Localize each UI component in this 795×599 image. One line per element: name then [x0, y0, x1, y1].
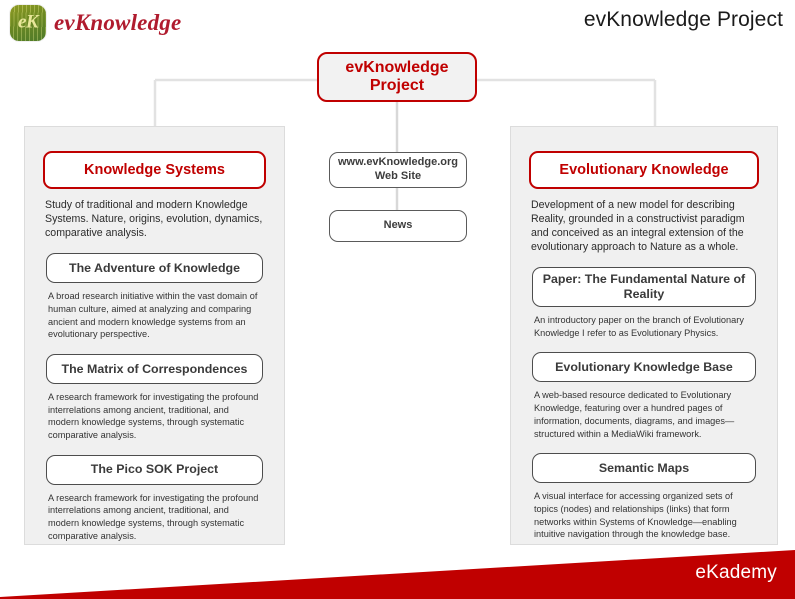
node-website[interactable]	[329, 152, 467, 188]
list-item	[525, 453, 763, 541]
footer-wedge-shape	[0, 540, 795, 599]
knowledge-systems-description: Study of traditional and modern Knowledge Systems. Nature, origins, evolution, dynamics, comparative analysis.	[45, 199, 263, 240]
panel-evolutionary-knowledge	[510, 126, 778, 545]
list-item	[525, 352, 763, 440]
root-node-line1: evKnowledge	[345, 58, 449, 76]
list-item	[39, 455, 270, 543]
evolutionary-knowledge-base-description: A web-based resource dedicated to Evolutionary Knowledge, featuring over a hundred pages of information, documents, diagrams, and images—structured within a MediaWiki framework.	[534, 390, 735, 439]
node-news[interactable]	[329, 210, 467, 242]
panel-knowledge-systems	[24, 126, 285, 545]
page-header	[0, 0, 795, 46]
node-the-adventure-of-knowledge[interactable]: The Adventure of Knowledge	[46, 253, 263, 283]
page-title: evKnowledge Project	[583, 8, 783, 31]
node-paper-fundamental-nature-of-reality[interactable]: Paper: The Fundamental Nature of Reality	[532, 267, 756, 307]
node-knowledge-systems[interactable]: Knowledge Systems	[43, 151, 266, 189]
node-the-matrix-of-correspondences[interactable]: The Matrix of Correspondences	[46, 354, 263, 384]
node-website-line2: Web Site	[374, 170, 422, 182]
node-website-line1: www.evKnowledge.org	[338, 156, 458, 169]
brand-wordmark: evKnowledge	[54, 10, 182, 35]
semantic-maps-description: A visual interface for accessing organized sets of topics (nodes) and relationships (links) that form networks within Systems of Knowledge—enabling intuitive navigation through the knowledge base.	[534, 491, 737, 540]
list-item	[39, 253, 270, 341]
node-semantic-maps[interactable]: Semantic Maps	[532, 453, 756, 483]
footer-label: eKademy	[695, 562, 777, 583]
list-item	[525, 267, 763, 339]
page-footer	[0, 540, 795, 599]
node-news-label: News	[383, 219, 413, 232]
list-item	[39, 354, 270, 442]
node-evolutionary-knowledge-base[interactable]: Evolutionary Knowledge Base	[532, 352, 756, 382]
node-the-pico-sok-project[interactable]: The Pico SOK Project	[46, 455, 263, 485]
evolutionary-knowledge-description: Development of a new model for describing Reality, grounded in a constructivist paradigm and conceived as an integral extension of the evolutionary approach to Nature as a whole.	[531, 199, 745, 254]
footer-wedge-polygon	[0, 550, 795, 599]
logo-glyph-text: eK	[17, 11, 39, 33]
the-matrix-of-correspondences-description: A research framework for investigating the profound interrelations among ancient, traditional, and modern knowledge systems, through systematic comparative analysis.	[48, 391, 259, 441]
paper-fundamental-nature-of-reality-description: An introductory paper on the branch of Evolutionary Knowledge I refer to as Evolutionary Physics.	[534, 315, 744, 338]
the-pico-sok-project-description: A research framework for investigating the profound interrelations among ancient, traditional, and modern knowledge systems, through systematic comparative analysis.	[48, 492, 259, 541]
ek-logo-icon	[10, 5, 46, 41]
root-node-line2: Project	[369, 77, 425, 94]
the-adventure-of-knowledge-description: A broad research initiative within the vast domain of human culture, aimed at analyzing and comparing ancient and modern knowledge systems from an evolutionary perspective.	[48, 291, 258, 340]
brand-lockup[interactable]	[10, 5, 181, 41]
node-evolutionary-knowledge[interactable]: Evolutionary Knowledge	[529, 151, 759, 189]
root-node-evknowledge-project[interactable]	[317, 52, 477, 102]
